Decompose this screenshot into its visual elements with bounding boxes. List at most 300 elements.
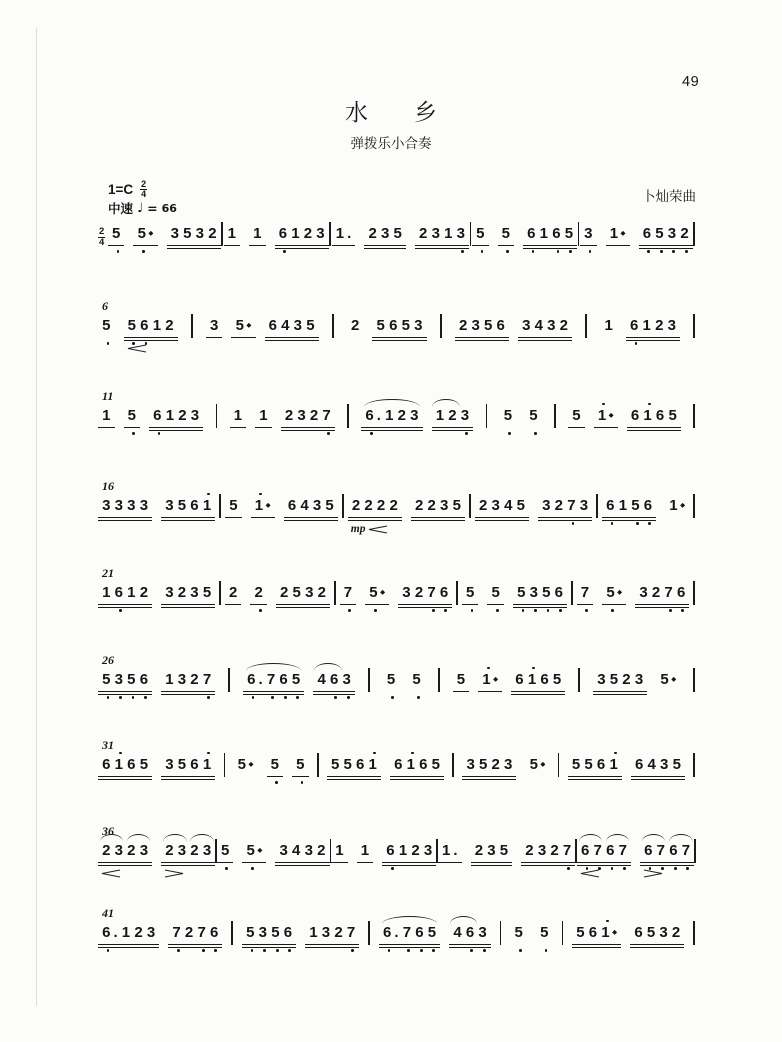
octave-dot-high: [648, 403, 651, 406]
note: 7: [680, 843, 693, 860]
quarter-note-icon: ♩: [137, 200, 144, 216]
note-group: [98, 408, 115, 428]
note: 2: [389, 497, 398, 514]
note: 5: [552, 671, 562, 688]
note-group: [251, 498, 275, 518]
barline: [216, 404, 218, 428]
octave-dot-low: [119, 696, 122, 699]
note: 1: [385, 407, 394, 424]
note: 1: [291, 225, 300, 242]
grace-diamond-icon: ◆: [380, 588, 386, 596]
note: 3: [305, 584, 314, 601]
note: 5: [110, 226, 123, 243]
octave-dot-low: [214, 949, 217, 952]
note: 5: [385, 672, 398, 689]
note-group: [577, 843, 631, 863]
note: 6: [208, 925, 221, 942]
note: 3: [165, 756, 174, 773]
octave-dot-low: [432, 949, 435, 952]
note-group: [462, 585, 479, 605]
slur-arc: [642, 834, 666, 842]
barline: [578, 668, 580, 692]
octave-dot-low: [481, 250, 484, 253]
measure: [462, 757, 549, 777]
note: 3: [165, 497, 174, 514]
octave-dot-low: [142, 250, 145, 253]
measure: [568, 757, 685, 777]
note-group: [243, 672, 304, 692]
note: 5: [126, 318, 139, 335]
note: 5: [489, 585, 502, 602]
octave-dot-low: [444, 609, 447, 612]
note: 6: [268, 317, 277, 334]
slur-arc: [100, 834, 124, 842]
note-group: [602, 585, 626, 605]
note: 3: [491, 497, 500, 514]
measure: [332, 226, 469, 246]
note-group: [462, 757, 516, 777]
grace-diamond-icon: ◆: [671, 675, 677, 683]
note: 3: [431, 225, 440, 242]
octave-dot-low: [519, 949, 522, 952]
measure: [580, 226, 693, 246]
note: 4: [453, 924, 462, 941]
note: 1: [253, 225, 262, 242]
note: 6: [282, 925, 295, 942]
measure: [379, 925, 491, 945]
note: 1: [152, 317, 162, 334]
note: 3: [380, 225, 390, 242]
octave-dot-high: [602, 403, 605, 406]
note: 5: [646, 924, 656, 941]
grace-diamond-icon: ◆: [493, 675, 499, 683]
note: 7: [425, 585, 438, 602]
octave-dot-low: [288, 949, 291, 952]
note-group: [630, 925, 684, 945]
note: 5: [100, 672, 113, 689]
note: 5: [401, 317, 410, 334]
note: 6 .: [363, 408, 383, 425]
dynamic-label: mp: [350, 522, 366, 535]
note-group: [98, 585, 152, 605]
note-group: [255, 408, 272, 428]
octave-dot-low: [585, 609, 588, 612]
octave-dot-low: [547, 609, 550, 612]
page-title: 水乡: [345, 100, 483, 126]
barline: [224, 753, 226, 777]
grace-diamond-icon: ◆: [248, 760, 254, 768]
note-group: [234, 757, 258, 776]
note-group: [231, 318, 255, 338]
octave-dot-low: [636, 522, 639, 525]
note: 6: [667, 843, 680, 860]
grace-diamond-icon: ◆: [148, 229, 154, 237]
note: 3: [542, 497, 551, 514]
note: 3: [321, 924, 331, 941]
note: 7: [401, 925, 414, 942]
note: 3: [402, 584, 411, 601]
note: 2: [559, 317, 568, 334]
octave-dot-low: [567, 867, 570, 870]
octave-dot-low: [119, 609, 122, 612]
note: 6 .: [245, 672, 265, 689]
barline: [693, 668, 695, 692]
note-group: [124, 318, 178, 338]
meter-denominator: 4: [99, 236, 105, 248]
note-group: [432, 408, 474, 428]
note: 3: [170, 225, 179, 242]
octave-dot-low: [483, 949, 486, 952]
note: 3: [459, 408, 472, 425]
octave-dot-low: [534, 432, 537, 435]
octave-dot-low: [471, 609, 474, 612]
measure: [455, 318, 572, 338]
note: 5 ◆: [367, 585, 387, 602]
measure: [340, 585, 453, 605]
crescendo-icon: [580, 869, 600, 878]
note: 6: [630, 407, 640, 424]
note: 6: [628, 318, 641, 335]
note: 1: [259, 407, 268, 424]
measure: [243, 672, 355, 692]
note-group: [600, 318, 617, 337]
note: 6: [287, 497, 297, 514]
slur-arc: [606, 834, 630, 842]
octave-dot-high: [207, 752, 210, 755]
note: 2: [127, 842, 136, 859]
octave-dot-low: [496, 609, 499, 612]
note: 5: [502, 408, 515, 425]
barline: [693, 921, 695, 945]
note: 5: [474, 226, 487, 243]
note-group: [161, 672, 215, 692]
octave-dot-low: [271, 696, 274, 699]
slur-arc: [382, 916, 437, 924]
note-group: [536, 925, 553, 944]
note: 2: [190, 842, 199, 859]
note-group: [449, 925, 491, 945]
note: 3: [114, 497, 123, 514]
note-group: [626, 318, 680, 338]
composer-credit: 卜灿荣曲: [642, 189, 696, 205]
note: 6: [634, 756, 644, 773]
note: 5 ◆: [237, 756, 254, 773]
note: 2: [351, 497, 361, 514]
measure: [225, 585, 330, 605]
octave-dot-low: [559, 609, 562, 612]
note: 2: [252, 585, 265, 602]
octave-dot-low: [569, 250, 572, 253]
crescendo-icon: [368, 525, 388, 534]
note: 7: [617, 843, 630, 860]
measure: [472, 226, 577, 246]
note-group: [538, 498, 592, 518]
octave-dot-low: [207, 696, 210, 699]
octave-dot-low: [284, 696, 287, 699]
note: 5: [478, 756, 488, 773]
octave-dot-high: [259, 493, 262, 496]
barline: [693, 404, 695, 428]
note: 1: [201, 757, 214, 774]
octave-dot-high: [614, 752, 617, 755]
note-group: [640, 843, 694, 863]
octave-dot-low: [647, 250, 650, 253]
note: 3: [146, 924, 156, 941]
note: 6: [328, 672, 341, 689]
note: 3: [466, 756, 475, 773]
note-group: [167, 226, 221, 246]
note-group: [284, 498, 338, 518]
measure: [327, 757, 444, 777]
note: 3: [597, 671, 606, 688]
note-group: [594, 408, 618, 428]
tempo-equals: =: [147, 200, 158, 216]
measure: [577, 843, 694, 863]
octave-dot-low: [107, 949, 110, 952]
note: 5: [484, 317, 493, 334]
note: 2: [655, 317, 664, 334]
note: 1 ◆: [669, 497, 686, 514]
crescendo-icon: [101, 869, 121, 878]
octave-dot-low: [506, 250, 509, 253]
tempo-label: 中速: [108, 201, 134, 216]
note: 2: [139, 584, 149, 601]
note: 5 ◆: [235, 317, 252, 334]
note: 6: [641, 226, 654, 243]
note-group: [108, 226, 125, 246]
octave-dot-low: [685, 250, 688, 253]
note: 1: [405, 757, 418, 774]
note: 4: [534, 317, 543, 334]
note: 1 .: [442, 842, 458, 859]
octave-dot-low: [327, 432, 330, 435]
measure: [510, 925, 552, 944]
barline: [334, 581, 336, 605]
note-group: [281, 408, 335, 428]
note-group: [372, 318, 426, 338]
note: 3: [257, 925, 270, 942]
dynamic-mark: [127, 344, 147, 353]
octave-dot-low: [158, 432, 161, 435]
note: 5: [269, 925, 282, 942]
octave-dot-low: [276, 949, 279, 952]
note: 1 ◆: [480, 672, 500, 689]
barline: [191, 314, 193, 338]
system-line: [98, 479, 695, 535]
measure: [242, 925, 359, 945]
measure: [348, 497, 465, 535]
barline: [368, 668, 370, 692]
barline: [585, 314, 587, 338]
octave-dot-low: [263, 949, 266, 952]
octave-dot-low: [374, 609, 377, 612]
note: 3: [414, 317, 423, 334]
note-group: [471, 843, 513, 863]
tempo-bpm: 66: [161, 201, 177, 215]
octave-dot-low: [589, 250, 592, 253]
note: 2: [364, 497, 373, 514]
note-group: [593, 672, 647, 692]
note: 3: [476, 925, 489, 942]
grace-diamond-icon: ◆: [540, 760, 546, 768]
note-group: [168, 925, 222, 945]
note: 1: [102, 407, 111, 424]
note: 1: [127, 584, 136, 601]
note: 6: [675, 585, 688, 602]
octave-dot-low: [686, 867, 689, 870]
note: 6: [138, 672, 151, 689]
note: 6: [596, 756, 606, 773]
barline: [562, 921, 564, 945]
note-group: [382, 843, 436, 863]
note-group: [411, 498, 465, 518]
barline: [228, 668, 230, 692]
measure-number: 26: [102, 653, 114, 667]
measure: [593, 672, 680, 692]
note: 5: [177, 497, 187, 514]
note: 3: [471, 317, 480, 334]
barline: [317, 753, 319, 777]
note: 3: [410, 407, 419, 424]
barline: [693, 314, 695, 338]
note-group: [250, 585, 267, 605]
note: 3: [316, 225, 325, 242]
barline: [438, 668, 440, 692]
note: 5: [292, 584, 301, 601]
measure: [230, 408, 335, 428]
measure: [462, 585, 567, 605]
note: 4: [292, 842, 301, 859]
note: 7: [320, 408, 333, 425]
note: 1: [233, 407, 243, 424]
barline: [571, 581, 573, 605]
note-group: [500, 408, 517, 427]
measure: [206, 318, 319, 338]
note: 7: [201, 672, 214, 689]
barline: [469, 494, 471, 518]
slur-arc: [127, 834, 151, 842]
note: 6: [413, 925, 426, 942]
measure: [98, 757, 215, 777]
note: 3: [177, 842, 187, 859]
note: 6: [277, 672, 290, 689]
note: 5: [584, 756, 593, 773]
note: 6: [604, 843, 617, 860]
note: 5: [672, 756, 681, 773]
measure: [383, 672, 425, 691]
note: 2: [208, 225, 217, 242]
note: 6: [394, 756, 403, 773]
note: 3: [293, 317, 302, 334]
note: 3: [666, 226, 679, 243]
note-group: [224, 226, 241, 246]
note: 1: [309, 924, 318, 941]
note: 1: [335, 842, 344, 859]
grace-diamond-icon: ◆: [612, 928, 618, 936]
crescendo-icon: [127, 344, 147, 353]
note: 3: [114, 842, 123, 859]
note: 5: [515, 585, 528, 602]
measure: [500, 408, 542, 427]
note: 3: [340, 672, 353, 689]
note: 5: [376, 317, 385, 334]
note-group: [98, 498, 152, 518]
barline: [694, 839, 696, 863]
note: 1: [366, 757, 379, 774]
note: 4: [281, 317, 290, 334]
note-group: [577, 585, 594, 605]
note: 1: [641, 408, 654, 425]
note-group: [225, 585, 242, 605]
note: 1: [398, 842, 408, 859]
note: 6: [102, 756, 111, 773]
octave-dot-low: [252, 696, 255, 699]
note: 2: [458, 317, 468, 334]
note: 1: [444, 225, 453, 242]
grace-diamond-icon: ◆: [680, 501, 686, 509]
system-line: [98, 566, 695, 605]
note-group: [455, 318, 509, 338]
note: 1: [165, 671, 174, 688]
note: 1 ◆: [253, 498, 273, 515]
note: 1: [102, 584, 111, 601]
measure: [475, 498, 592, 518]
note: 2: [303, 225, 313, 242]
octave-dot-high: [411, 752, 414, 755]
subtitle: 弹拨乐小合奏: [350, 136, 432, 152]
measure: [98, 925, 222, 945]
octave-dot-low: [391, 696, 394, 699]
note: 2: [165, 317, 174, 334]
note-group: [161, 585, 215, 605]
note-group: [230, 408, 247, 428]
note: 3: [634, 671, 644, 688]
octave-dot-low: [672, 250, 675, 253]
note: 1 ◆: [599, 925, 619, 942]
system-line: [98, 824, 695, 863]
note: 3: [113, 672, 126, 689]
note-group: [438, 843, 462, 863]
note: 1: [121, 924, 131, 941]
measure: [224, 226, 329, 246]
octave-dot-low: [251, 867, 254, 870]
octave-dot-low: [132, 696, 135, 699]
note: 7: [342, 585, 355, 602]
note-group: [523, 226, 577, 246]
barline: [486, 404, 488, 428]
note-group: [340, 585, 357, 605]
note-group: [206, 318, 223, 338]
system-line: [98, 299, 695, 338]
note: 5: [139, 756, 149, 773]
note: 7: [662, 585, 675, 602]
note: 6: [525, 226, 538, 243]
note: 5: [393, 225, 402, 242]
note: 5: [325, 497, 334, 514]
note: 5: [500, 226, 513, 243]
note: 2: [178, 407, 187, 424]
octave-dot-low: [348, 609, 351, 612]
note: 1: [642, 317, 651, 334]
note: 5: [668, 407, 677, 424]
measure: [98, 318, 178, 338]
note: 1: [360, 842, 370, 859]
note: 3: [304, 842, 313, 859]
octave-dot-low: [202, 949, 205, 952]
octave-dot-low: [370, 432, 373, 435]
octave-dot-low: [144, 696, 147, 699]
note: 5 ◆: [135, 226, 155, 243]
